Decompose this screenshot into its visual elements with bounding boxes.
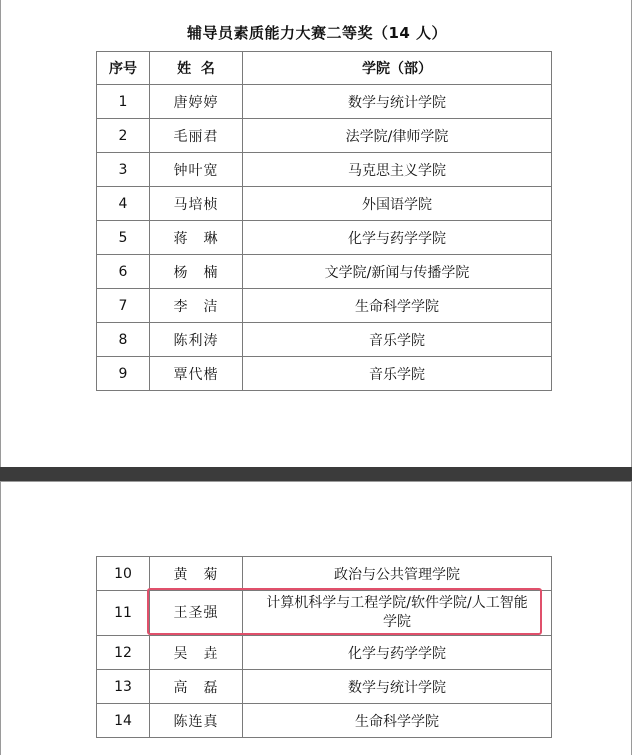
row-college: 生命科学学院 bbox=[243, 289, 552, 323]
header-college: 学院（部） bbox=[243, 52, 552, 85]
table-row bbox=[97, 187, 552, 221]
row-name: 覃代楷 bbox=[150, 357, 243, 391]
document-page-2 bbox=[0, 481, 632, 755]
row-college: 数学与统计学院 bbox=[243, 85, 552, 119]
row-no: 9 bbox=[97, 357, 150, 391]
row-college: 马克思主义学院 bbox=[243, 153, 552, 187]
row-college: 化学与药学学院 bbox=[243, 636, 552, 670]
row-college: 计算机科学与工程学院/软件学院/人工智能学院 bbox=[243, 591, 552, 636]
table-row bbox=[97, 557, 552, 591]
table-header-row bbox=[97, 52, 552, 85]
row-name: 唐婷婷 bbox=[150, 85, 243, 119]
table-row-highlighted bbox=[97, 591, 552, 636]
table-row bbox=[97, 636, 552, 670]
row-no: 8 bbox=[97, 323, 150, 357]
row-no: 7 bbox=[97, 289, 150, 323]
table-row bbox=[97, 85, 552, 119]
row-name: 黄 菊 bbox=[150, 557, 243, 591]
row-college: 音乐学院 bbox=[243, 357, 552, 391]
award-table-part-2 bbox=[96, 556, 552, 738]
row-name: 蒋 琳 bbox=[150, 221, 243, 255]
table-row bbox=[97, 670, 552, 704]
row-no: 3 bbox=[97, 153, 150, 187]
row-college: 文学院/新闻与传播学院 bbox=[243, 255, 552, 289]
row-no: 14 bbox=[97, 704, 150, 738]
row-no: 10 bbox=[97, 557, 150, 591]
row-no: 11 bbox=[97, 591, 150, 636]
row-college: 音乐学院 bbox=[243, 323, 552, 357]
row-name: 陈连真 bbox=[150, 704, 243, 738]
row-name: 马培桢 bbox=[150, 187, 243, 221]
row-no: 1 bbox=[97, 85, 150, 119]
viewer-edge bbox=[632, 0, 638, 755]
row-no: 2 bbox=[97, 119, 150, 153]
row-college: 数学与统计学院 bbox=[243, 670, 552, 704]
table-row bbox=[97, 255, 552, 289]
table-row bbox=[97, 289, 552, 323]
row-college: 政治与公共管理学院 bbox=[243, 557, 552, 591]
row-no: 13 bbox=[97, 670, 150, 704]
row-college: 法学院/律师学院 bbox=[243, 119, 552, 153]
table-row bbox=[97, 704, 552, 738]
header-name: 姓 名 bbox=[150, 52, 243, 85]
row-college: 生命科学学院 bbox=[243, 704, 552, 738]
row-name: 陈利涛 bbox=[150, 323, 243, 357]
table-row bbox=[97, 357, 552, 391]
row-name: 王圣强 bbox=[150, 591, 243, 636]
row-name: 钟叶宽 bbox=[150, 153, 243, 187]
row-college: 外国语学院 bbox=[243, 187, 552, 221]
table-title: 辅导员素质能力大赛二等奖（14 人） bbox=[186, 24, 448, 42]
row-name: 毛丽君 bbox=[150, 119, 243, 153]
row-name: 高 磊 bbox=[150, 670, 243, 704]
table-row bbox=[97, 221, 552, 255]
table-row bbox=[97, 153, 552, 187]
row-name: 杨 楠 bbox=[150, 255, 243, 289]
table-row bbox=[97, 323, 552, 357]
row-no: 12 bbox=[97, 636, 150, 670]
row-no: 5 bbox=[97, 221, 150, 255]
table-row bbox=[97, 119, 552, 153]
row-name: 吴 垚 bbox=[150, 636, 243, 670]
award-table-part-1 bbox=[96, 51, 552, 391]
page-break-gap bbox=[0, 467, 632, 481]
row-name: 李 洁 bbox=[150, 289, 243, 323]
row-no: 6 bbox=[97, 255, 150, 289]
row-college: 化学与药学学院 bbox=[243, 221, 552, 255]
header-no: 序号 bbox=[97, 52, 150, 85]
row-no: 4 bbox=[97, 187, 150, 221]
